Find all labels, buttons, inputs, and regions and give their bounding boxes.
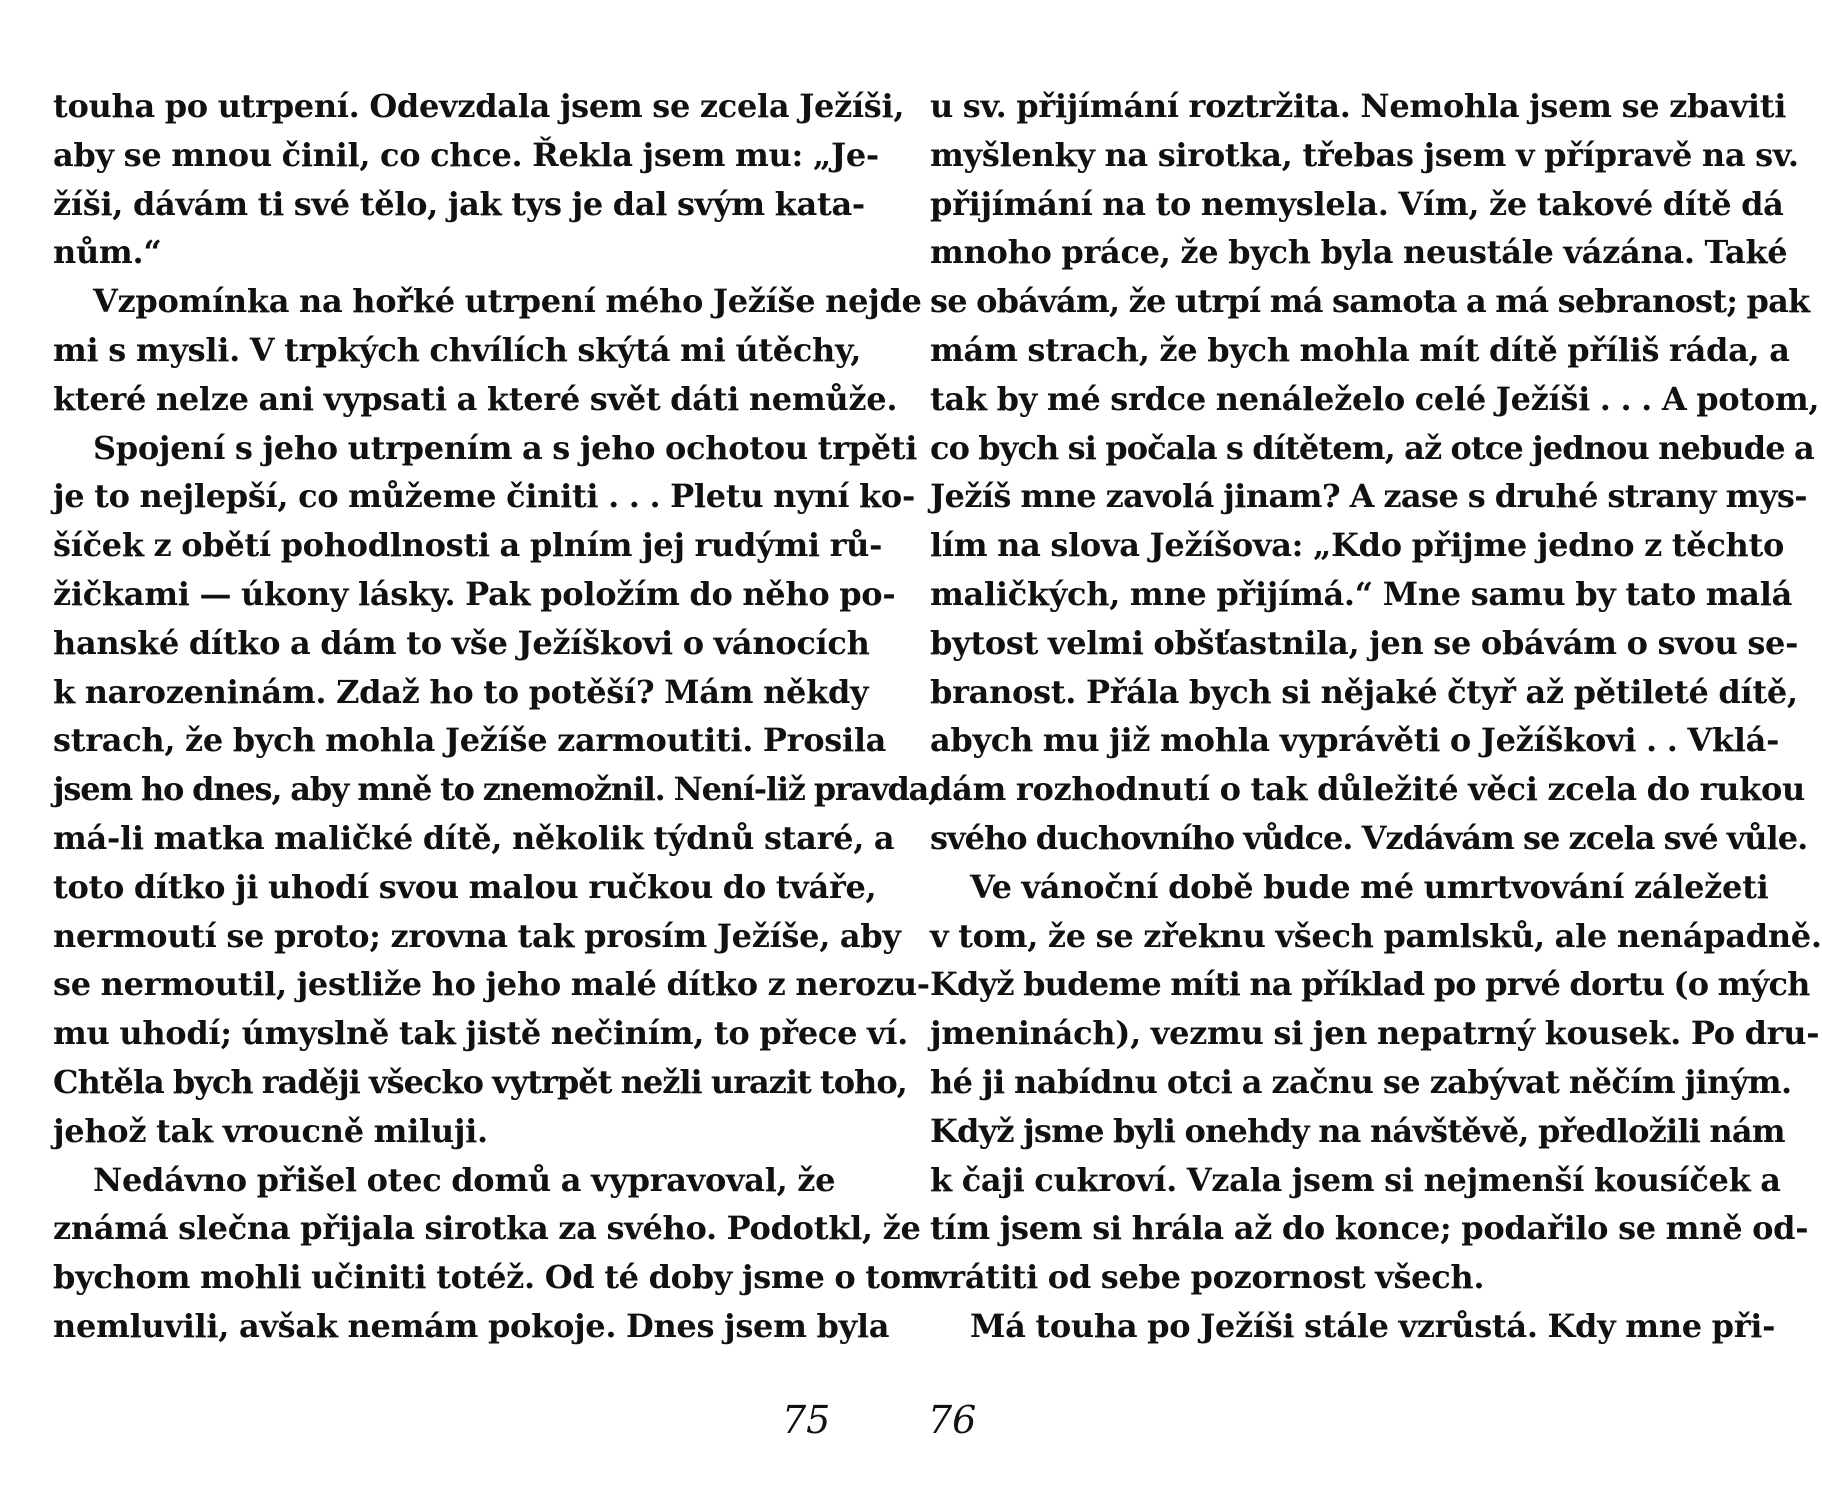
- right-page-text: [930, 82, 1822, 1351]
- text-line: hanské dítko a dám to vše Ježíškovi o vánocích: [53, 623, 870, 662]
- text-line: branost. Přála bych si nějaké čtyř až pětileté dítě,: [930, 672, 1798, 711]
- text-line: které nelze ani vypsati a které svět dáti nemůže.: [53, 379, 898, 418]
- text-line: toto dítko ji uhodí svou malou ručkou do tváře,: [53, 867, 877, 906]
- text-line: šíček z obětí pohodlnosti a plním jej rudými rů-: [53, 526, 883, 565]
- text-line: mu uhodí; úmyslně tak jistě nečiním, to přece ví.: [53, 1014, 909, 1053]
- text-line: známá slečna přijala sirotka za svého. Podotkl, že: [53, 1209, 921, 1248]
- text-line: tak by mé srdce nenáleželo celé Ježíši . . . A potom,: [930, 379, 1820, 418]
- text-line: touha po utrpení. Odevzdala jsem se zcela Ježíši,: [53, 87, 905, 125]
- text-line: vrátiti od sebe pozornost všech.: [930, 1258, 1485, 1297]
- text-line: bychom mohli učiniti totéž. Od té doby jsme o tom: [53, 1258, 935, 1297]
- text-line: mám strach, že bych mohla mít dítě příliš ráda, a: [930, 330, 1790, 369]
- page-number: 75: [782, 1398, 831, 1442]
- text-line: jsem ho dnes, aby mně to znemožnil. Není-liž pravda,: [53, 770, 939, 809]
- text-line: žíši, dávám ti své tělo, jak tys je dal svým kata-: [53, 184, 865, 223]
- text-line: nemluvili, avšak nemám pokoje. Dnes jsem byla: [53, 1306, 890, 1345]
- text-line: abych mu již mohla vyprávěti o Ježíškovi . . Vklá-: [930, 721, 1780, 760]
- text-line: se nermoutil, jestliže ho jeho malé dítko z nerozu-: [53, 965, 930, 1004]
- text-line: Když budeme míti na příklad po prvé dortu (o mých: [930, 965, 1810, 1004]
- text-line: Nedávno přišel otec domů a vypravoval, že: [93, 1160, 836, 1199]
- left-page-text: [53, 82, 939, 1351]
- text-line: žičkami — úkony lásky. Pak položím do něho po-: [53, 574, 896, 613]
- text-line: Vzpomínka na hořké utrpení mého Ježíše nejde: [93, 282, 922, 321]
- text-line: je to nejlepší, co můžeme činiti . . . Pletu nyní ko-: [53, 477, 915, 516]
- text-line: hé ji nabídnu otci a začnu se zabývat něčím jiným.: [930, 1062, 1792, 1101]
- text-line: Má touha po Ježíši stále vzrůstá. Kdy mne při-: [970, 1306, 1776, 1345]
- text-line: v tom, že se zřeknu všech pamlsků, ale nenápadně.: [930, 916, 1822, 955]
- text-line: Chtěla bych raději všecko vytrpět nežli urazit toho,: [53, 1062, 907, 1101]
- text-line: Když jsme byli onehdy na návštěvě, předložili nám: [930, 1111, 1785, 1150]
- text-line: Ježíš mne zavolá jinam? A zase s druhé strany mys-: [930, 477, 1807, 516]
- text-line: nům.“: [53, 233, 162, 272]
- text-line: maličkých, mne přijímá.“ Mne samu by tato malá: [930, 574, 1792, 613]
- text-line: co bych si počala s dítětem, až otce jednou nebude a: [930, 428, 1814, 467]
- text-line: mnoho práce, že bych byla neustále vázána. Také: [930, 233, 1788, 272]
- text-line: Ve vánoční době bude mé umrtvování záležeti: [970, 867, 1769, 906]
- page-number: 76: [928, 1398, 977, 1442]
- text-line: jehož tak vroucně miluji.: [53, 1111, 488, 1150]
- text-line: k narozeninám. Zdaž ho to potěší? Mám někdy: [53, 672, 869, 711]
- text-line: mi s mysli. V trpkých chvílích skýtá mi útěchy,: [53, 330, 862, 369]
- text-line: aby se mnou činil, co chce. Řekla jsem mu: „Je-: [53, 135, 879, 174]
- text-line: přijímání na to nemyslela. Vím, že takové dítě dá: [930, 184, 1784, 223]
- text-line: bytost velmi obšťastnila, jen se obávám o svou se-: [930, 623, 1799, 662]
- text-line: má-li matka maličké dítě, několik týdnů staré, a: [53, 818, 895, 857]
- text-line: Spojení s jeho utrpením a s jeho ochotou trpěti: [93, 428, 918, 467]
- text-line: jmeninách), vezmu si jen nepatrný kousek. Po dru-: [930, 1014, 1820, 1053]
- text-line: myšlenky na sirotka, třebas jsem v přípravě na sv.: [930, 135, 1799, 174]
- text-line: tím jsem si hrála až do konce; podařilo se mně od-: [930, 1209, 1809, 1248]
- text-line: lím na slova Ježíšova: „Kdo přijme jedno z těchto: [930, 526, 1785, 565]
- text-line: strach, že bych mohla Ježíše zarmoutiti. Prosila: [53, 721, 887, 760]
- text-line: nermoutí se proto; zrovna tak prosím Ježíše, aby: [53, 916, 901, 955]
- text-line: se obávám, že utrpí má samota a má sebranost; pak: [930, 282, 1810, 321]
- text-line: k čaji cukroví. Vzala jsem si nejmenší kousíček a: [930, 1160, 1781, 1199]
- text-line: dám rozhodnutí o tak důležité věci zcela do rukou: [930, 770, 1806, 809]
- text-line: svého duchovního vůdce. Vzdávám se zcela své vůle.: [930, 818, 1808, 857]
- right-page: [865, 0, 1822, 1500]
- text-line: u sv. přijímání roztržita. Nemohla jsem se zbaviti: [930, 87, 1787, 125]
